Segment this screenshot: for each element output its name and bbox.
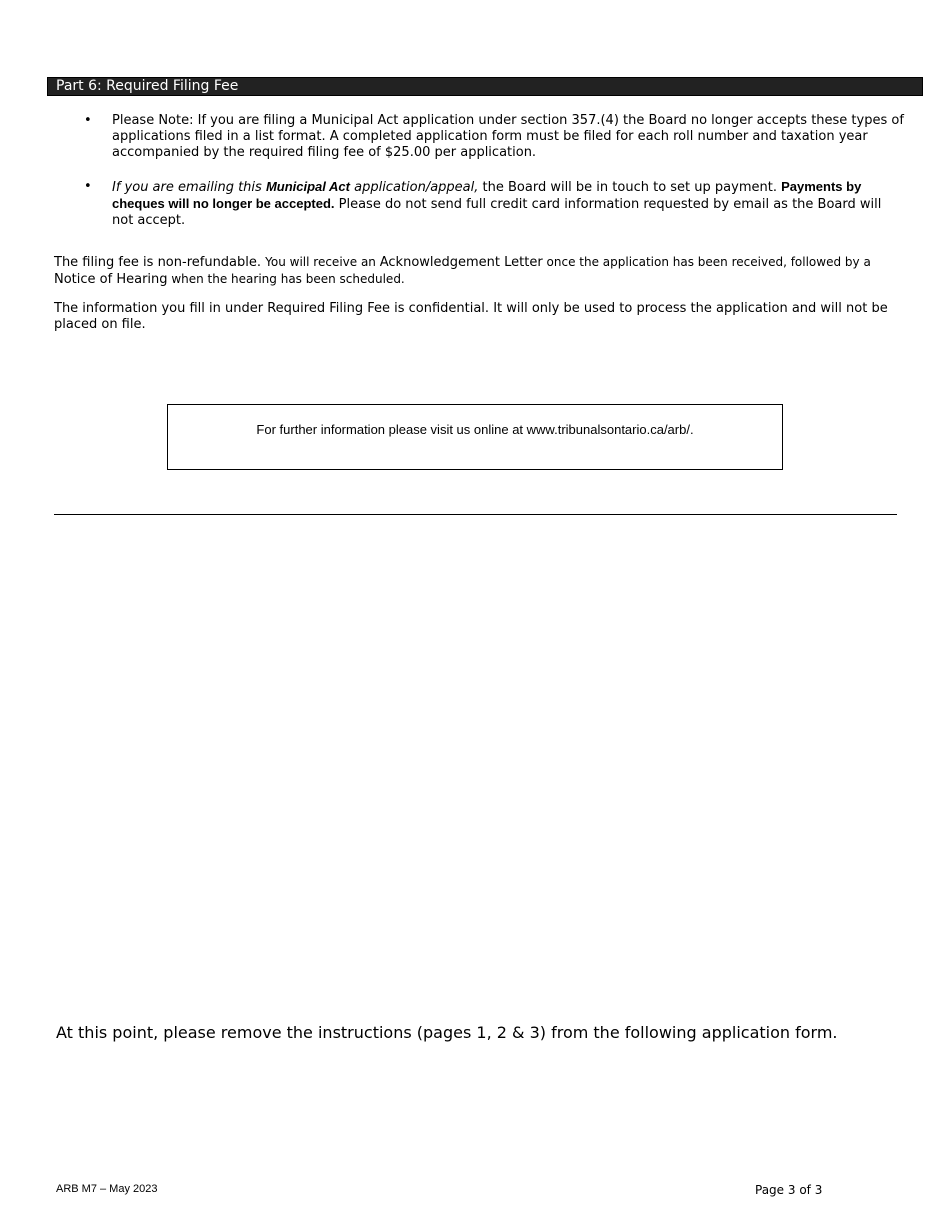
non-refundable-text: The filing fee is non-refundable.: [54, 255, 266, 270]
once-received-text: once the application has been received, followed by a: [542, 255, 871, 269]
hearing-scheduled-text: when the hearing has been scheduled.: [167, 272, 405, 286]
receive-text: You will receive an: [265, 255, 380, 269]
cheques-not-accepted-text: Payments by cheques will no longer be accepted.: [112, 179, 862, 211]
filing-fee-paragraph: [54, 254, 899, 288]
page-number: Page 3 of 3: [755, 1183, 823, 1197]
email-lead-text: If you are emailing this: [112, 180, 266, 195]
bullet-note-list-format: Please Note: If you are filing a Municipal Act application under section 357.(4) the Board no longer accepts these types of applications filed in a list format. A completed application form must be filed for each roll number and taxation year accompanied by the required filing fee of $25.00 per application.: [112, 113, 904, 160]
email-tail-text: application/appeal,: [349, 180, 479, 195]
section-header: Part 6: Required Filing Fee: [47, 77, 923, 96]
further-info-box: [167, 404, 783, 470]
form-id: ARB M7 – May 2023: [56, 1183, 158, 1195]
bullet-marker: •: [84, 113, 92, 128]
confidential-paragraph: The information you fill in under Required Filing Fee is confidential. It will only be used to process the application and will not be placed on file.: [54, 301, 888, 332]
remove-instructions-note: At this point, please remove the instructions (pages 1, 2 & 3) from the following application form.: [56, 1023, 838, 1042]
further-info-text: For further information please visit us online at www.tribunalsontario.ca/arb/.: [256, 422, 694, 437]
payment-setup-text: the Board will be in touch to set up payment.: [478, 180, 782, 195]
credit-card-warning-text: Please do not send full credit card information requested by email as the Board will not accept.: [112, 197, 882, 228]
municipal-act-term: Municipal Act: [265, 179, 350, 194]
horizontal-divider: [54, 514, 897, 515]
bullet-marker: •: [84, 179, 92, 194]
notice-of-hearing-text: Notice of Hearing: [54, 272, 168, 287]
acknowledgement-letter-text: Acknowledgement Letter: [379, 255, 543, 270]
bullet-email-payment: [112, 179, 904, 229]
